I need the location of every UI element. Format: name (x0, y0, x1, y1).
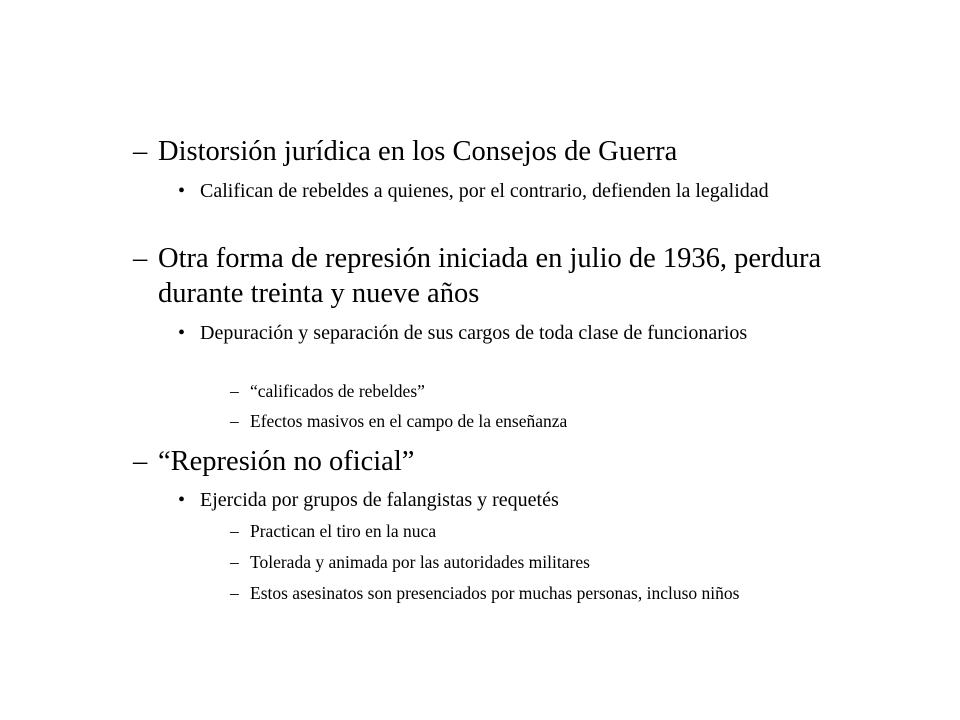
outline-subsubitem-text: “calificados de rebeldes” (250, 381, 425, 401)
outline-subitem-text: Califican de rebeldes a quienes, por el contrario, defienden la legalidad (200, 180, 769, 202)
dash-marker: – (133, 446, 148, 477)
dash-marker: – (133, 136, 148, 167)
dash-marker: – (230, 583, 239, 603)
outline-subsubitem (230, 380, 870, 402)
outline-subitem-text: Ejercida por grupos de falangistas y requetés (200, 489, 559, 511)
bullet-marker: • (178, 489, 186, 511)
outline-subsubitem-text: Practican el tiro en la nuca (250, 521, 437, 541)
outline-subitem-text: Depuración y separación de sus cargos de toda clase de funcionarios (200, 322, 748, 344)
outline-item-text: “Represión no oficial” (158, 446, 415, 477)
outline-item-2 (133, 241, 833, 311)
outline-subsubitem (230, 551, 870, 573)
bullet-marker: • (178, 180, 186, 202)
dash-marker: – (230, 521, 239, 541)
dash-marker: – (230, 381, 239, 401)
outline-subsubitem-text: Efectos masivos en el campo de la enseñanza (250, 411, 568, 431)
outline-item-text: Otra forma de represión iniciada en julio de 1936, perdura durante treinta y nueve años (158, 243, 822, 309)
outline-subitem (178, 488, 868, 512)
outline-subitem (178, 179, 868, 203)
outline-subitem (178, 321, 828, 345)
outline-subsubitem (230, 520, 870, 542)
dash-marker: – (230, 411, 239, 431)
dash-marker: – (133, 243, 148, 274)
outline-subsubitem-text: Estos asesinatos son presenciados por muchas personas, incluso niños (250, 583, 740, 603)
dash-marker: – (230, 552, 239, 572)
outline-subsubitem-text: Tolerada y animada por las autoridades militares (250, 552, 590, 572)
outline-item-1 (133, 134, 833, 169)
outline-subsubitem (230, 582, 885, 604)
outline-subsubitem (230, 410, 870, 432)
bullet-marker: • (178, 322, 186, 344)
outline-item-3 (133, 444, 833, 479)
outline-item-text: Distorsión jurídica en los Consejos de Guerra (158, 136, 678, 167)
